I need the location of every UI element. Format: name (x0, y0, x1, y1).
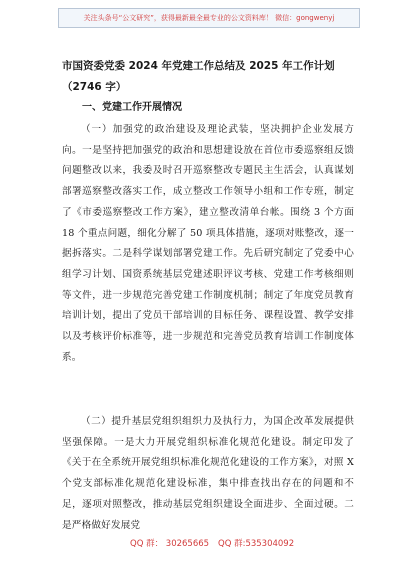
top-banner: 关注头条号“公文研究”，获得最新最全最专业的公文资料库！ 微信：gongwenyj (58, 8, 360, 28)
body-paragraph-2: （二）提升基层党组织组织力及执行力，为国企改革发展提供坚强保障。一是大力开展党组织标准化规范化建设。制定印发了《关于在全系统开展党组织标准化规范化建设的工作方案》，对照 X 个党支部标准化规范化建设标准，集中排查找出存在的问题和不足，逐项对照整改，推动基层党组织建设全面进步、全面过硬。二是严格做好发展党 (62, 416, 354, 531)
footer (0, 536, 408, 552)
footer-qq-group-1: QQ 群： 30265665 (130, 539, 210, 549)
footer-qq-group-2: QQ 群:535304092 (218, 539, 295, 549)
document-title: 市国资委党委 2024 年党建工作总结及 2025 年工作计划 (62, 60, 335, 72)
section-heading: 一、党建工作开展情况 (82, 102, 182, 113)
body-paragraph-1: （一）加强党的政治建设及理论武装，坚决拥护企业发展方向。一是坚持把加强党的政治和思想建设放在首位市委巡察组反馈问题整改以来，我委及时召开巡察整改专题民主生活会，认真谋划部署巡察整改落实工作，成立整改工作领导小组和工作专班，制定了《市委巡察整改工作方案》，建立整改清单台帐。围绕 3 个方面 18 个重点问题，细化分解了 50 项具体措施，逐项对账整改，逐一据拆落实。二是科学谋划部署党建工作。先后研究制定了党委中心组学习计划、国资系统基层党建述职评议考核、党建工作考核细则等文件，进一步规范完善党建工作制度机制；制定了年度党员教育培训计划，提出了党员干部培训的目标任务、课程设置、教学安排以及考核评价标准等，进一步规范和完善党员教育培训工作制度体系。 (62, 124, 354, 363)
word-count: （2746 字） (62, 81, 127, 93)
